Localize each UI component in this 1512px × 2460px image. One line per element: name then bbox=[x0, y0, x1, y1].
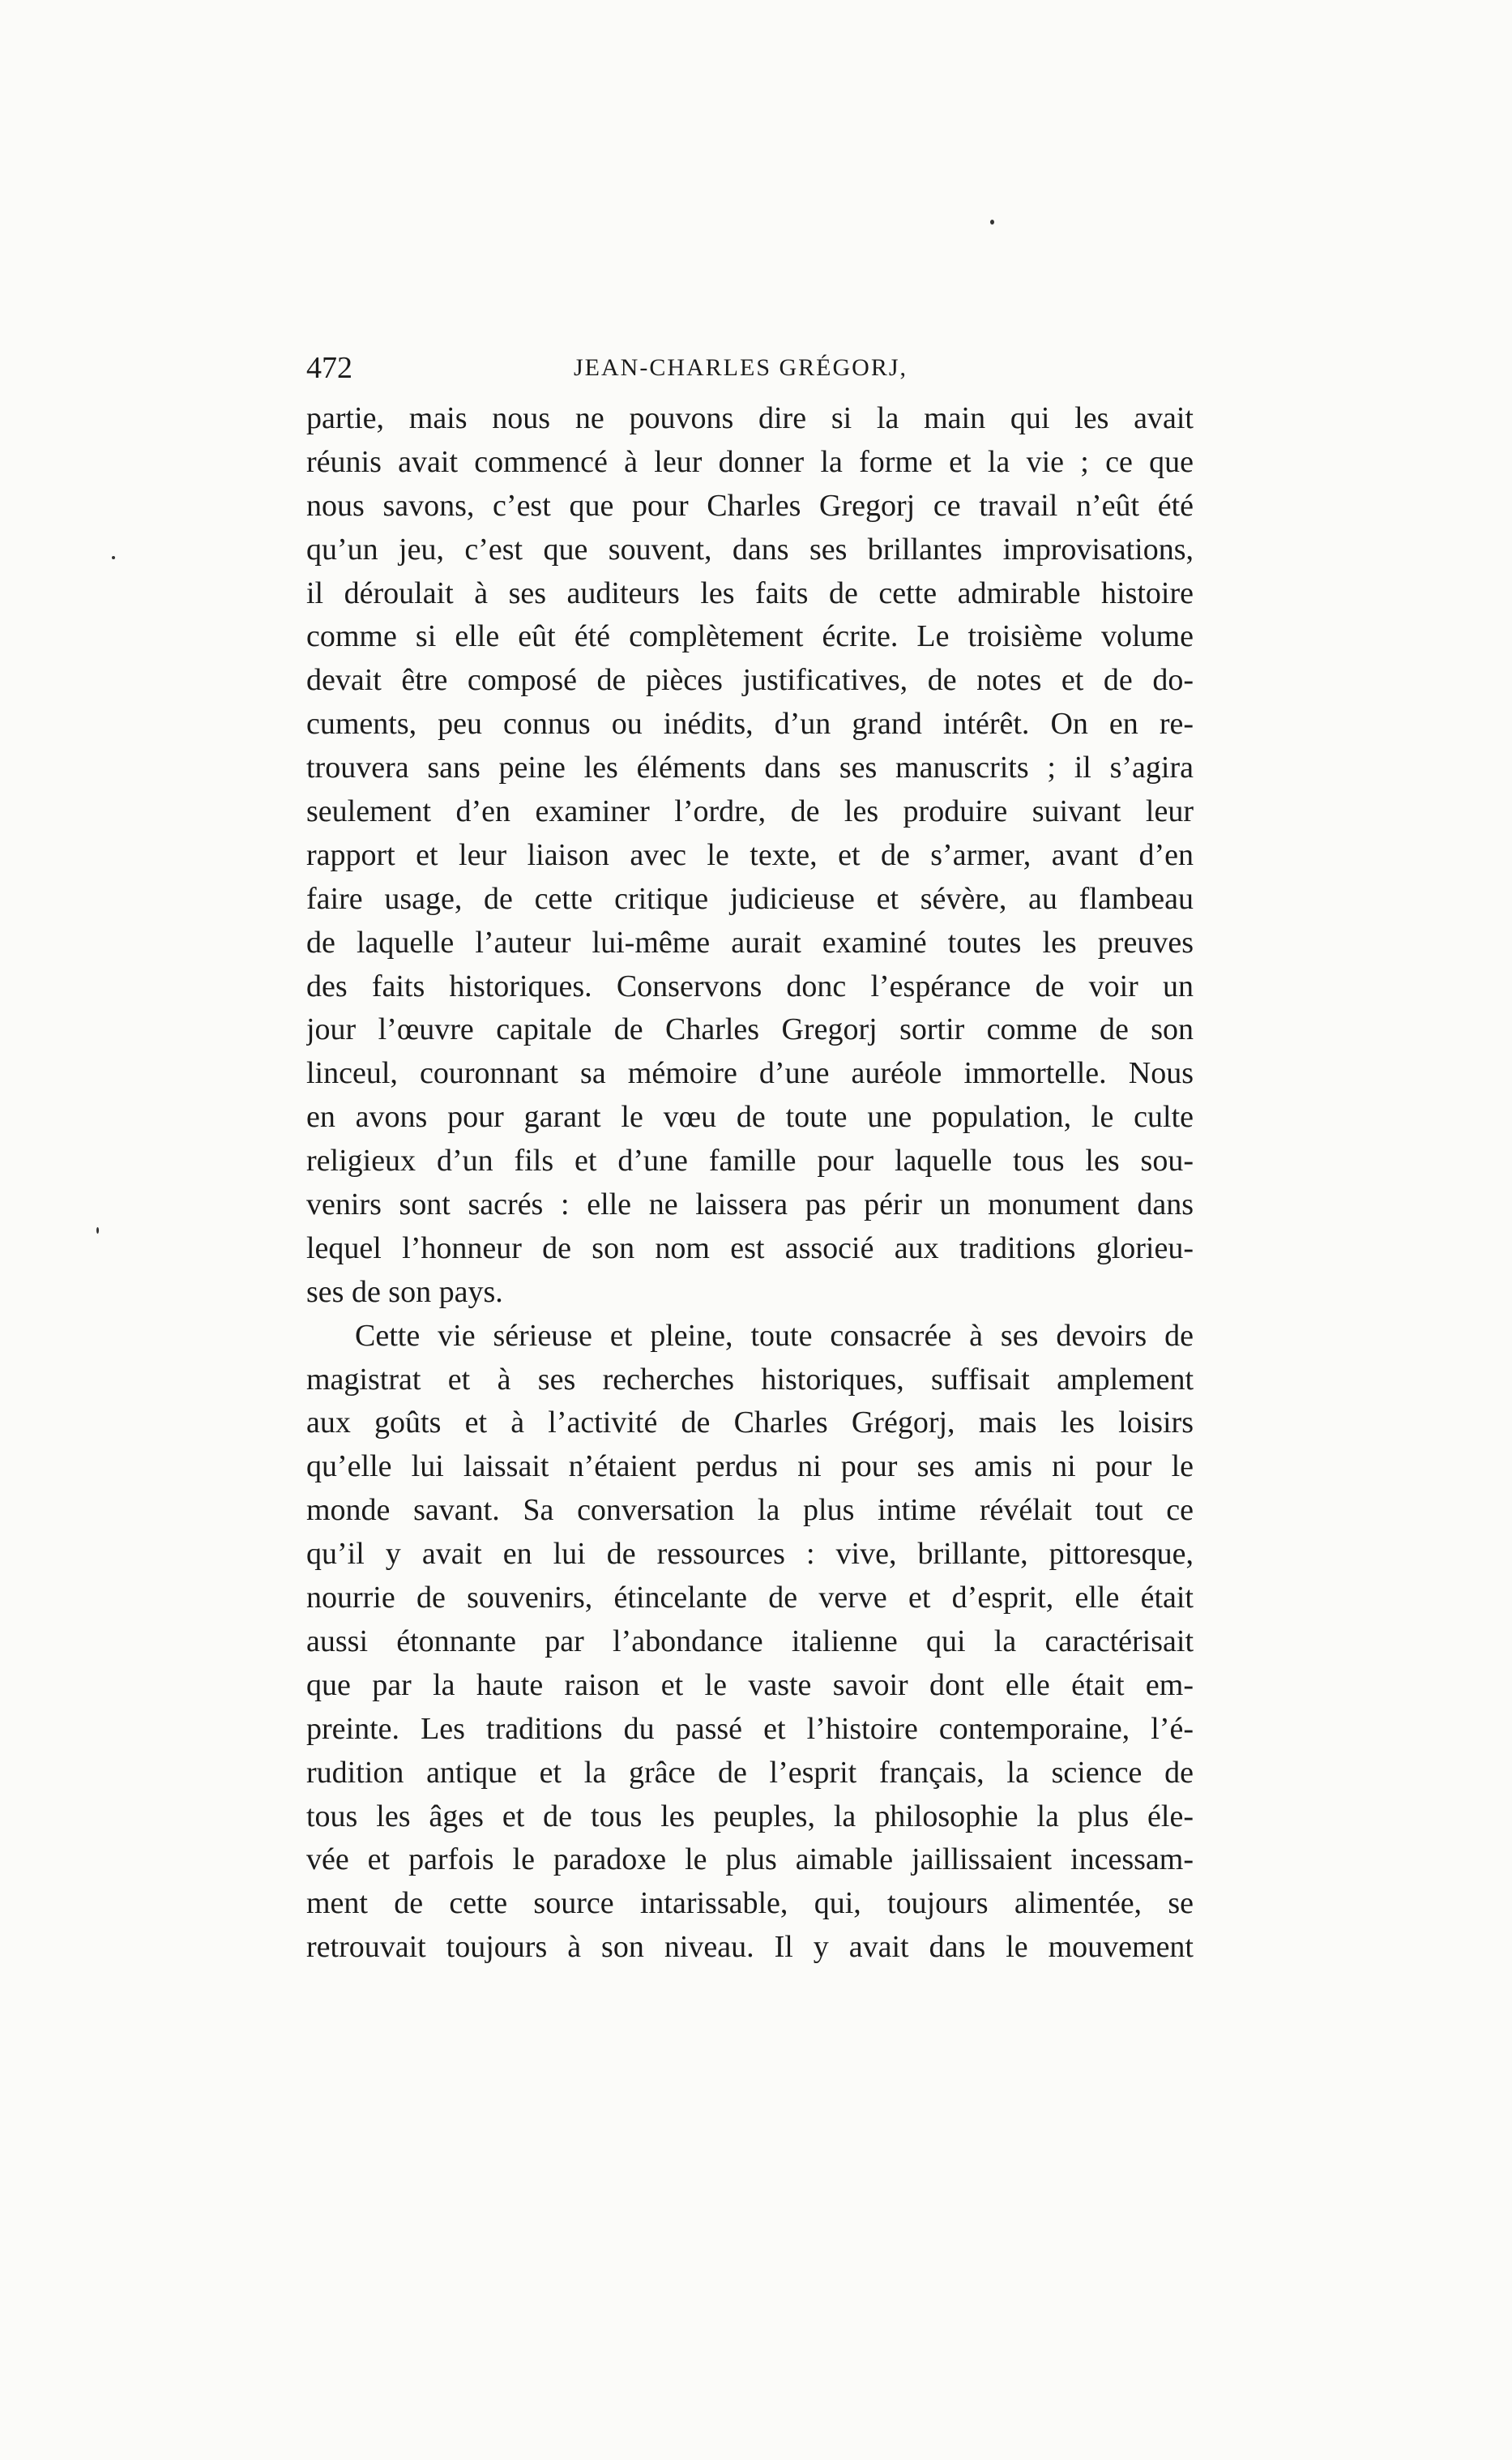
text-line: seulement d’en examiner l’ordre, de les produire suivant leur bbox=[306, 794, 1194, 829]
text-line: rudition antique et la grâce de l’esprit français, la science de bbox=[306, 1755, 1194, 1790]
text-line: religieux d’un fils et d’une famille pour laquelle tous les sou- bbox=[306, 1144, 1194, 1179]
running-head: JEAN-CHARLES GRÉGORJ, bbox=[574, 354, 908, 381]
text-line: nous savons, c’est que pour Charles Gregorj ce travail n’eût été bbox=[306, 488, 1194, 523]
page-header bbox=[306, 349, 1198, 387]
text-line: que par la haute raison et le vaste savoir dont elle était em- bbox=[306, 1667, 1194, 1702]
paragraph-start-line: Cette vie sérieuse et pleine, toute consacrée à ses devoirs de bbox=[355, 1318, 1194, 1353]
text-line: qu’elle lui laissait n’étaient perdus ni pour ses amis ni pour le bbox=[306, 1449, 1194, 1484]
text-line: partie, mais nous ne pouvons dire si la main qui les avait bbox=[306, 401, 1194, 435]
text-line: nourrie de souvenirs, étincelante de verve et d’esprit, elle était bbox=[306, 1581, 1194, 1615]
text-line: qu’un jeu, c’est que souvent, dans ses brillantes improvisations, bbox=[306, 532, 1194, 567]
body-text bbox=[306, 397, 1194, 1970]
page-number: 472 bbox=[306, 351, 352, 385]
text-line: vée et parfois le paradoxe le plus aimable jaillissaient incessam- bbox=[306, 1842, 1194, 1877]
paragraph-end-line: ses de son pays. bbox=[306, 1274, 503, 1309]
text-line: aux goûts et à l’activité de Charles Grégorj, mais les loisirs bbox=[306, 1405, 1194, 1440]
text-line: monde savant. Sa conversation la plus intime révélait tout ce bbox=[306, 1493, 1194, 1528]
text-line: magistrat et à ses recherches historiques, suffisait amplement bbox=[306, 1362, 1194, 1397]
text-line: réunis avait commencé à leur donner la forme et la vie ; ce que bbox=[306, 444, 1194, 479]
ink-speck bbox=[96, 1227, 99, 1234]
text-line: faire usage, de cette critique judicieuse et sévère, au flambeau bbox=[306, 881, 1194, 916]
text-line: ment de cette source intarissable, qui, toujours alimentée, se bbox=[306, 1886, 1194, 1921]
text-line: linceul, couronnant sa mémoire d’une auréole immortelle. Nous bbox=[306, 1056, 1194, 1091]
text-line: jour l’œuvre capitale de Charles Gregorj sortir comme de son bbox=[306, 1012, 1194, 1047]
text-line: rapport et leur liaison avec le texte, et de s’armer, avant d’en bbox=[306, 837, 1194, 872]
text-line: en avons pour garant le vœu de toute une population, le culte bbox=[306, 1100, 1194, 1135]
text-line: venirs sont sacrés : elle ne laissera pas périr un monument dans bbox=[306, 1187, 1194, 1222]
text-line: trouvera sans peine les éléments dans ses manuscrits ; il s’agira bbox=[306, 751, 1194, 785]
text-line: tous les âges et de tous les peuples, la philosophie la plus éle- bbox=[306, 1799, 1194, 1833]
text-line: aussi étonnante par l’abondance italienne qui la caractérisait bbox=[306, 1624, 1194, 1658]
text-line: comme si elle eût été complètement écrite. Le troisième volume bbox=[306, 619, 1194, 654]
ink-speck bbox=[990, 220, 994, 225]
text-line: il déroulait à ses auditeurs les faits de cette admirable histoire bbox=[306, 575, 1194, 610]
text-line: lequel l’honneur de son nom est associé aux traditions glorieu- bbox=[306, 1230, 1194, 1265]
text-line: qu’il y avait en lui de ressources : vive, brillante, pittoresque, bbox=[306, 1537, 1194, 1572]
text-line: preinte. Les traditions du passé et l’histoire contemporaine, l’é- bbox=[306, 1711, 1194, 1746]
text-line: de laquelle l’auteur lui-même aurait examiné toutes les preuves bbox=[306, 925, 1194, 960]
text-line: des faits historiques. Conservons donc l’espérance de voir un bbox=[306, 969, 1194, 1003]
text-line: cuments, peu connus ou inédits, d’un grand intérêt. On en re- bbox=[306, 707, 1194, 742]
ink-speck bbox=[112, 556, 115, 559]
text-line: retrouvait toujours à son niveau. Il y avait dans le mouvement bbox=[306, 1930, 1194, 1965]
text-line: devait être composé de pièces justificatives, de notes et de do- bbox=[306, 663, 1194, 698]
